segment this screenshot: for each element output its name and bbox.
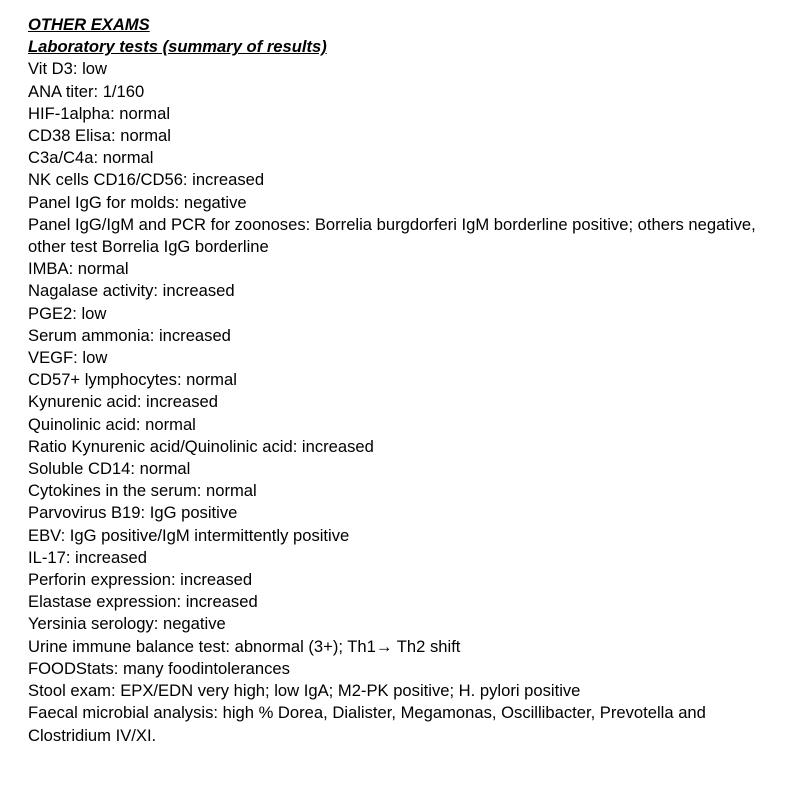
section-title: OTHER EXAMS — [28, 15, 150, 34]
result-line: C3a/C4a: normal — [28, 148, 154, 168]
result-line: VEGF: low — [28, 348, 108, 368]
result-line: EBV: IgG positive/IgM intermittently positive — [28, 525, 350, 545]
result-line: Serum ammonia: increased — [28, 325, 231, 345]
result-line: Soluble CD14: normal — [28, 459, 191, 479]
result-line: Cytokines in the serum: normal — [28, 481, 257, 501]
result-line: Parvovirus B19: IgG positive — [28, 503, 238, 523]
document — [28, 14, 793, 747]
result-line: Perforin expression: increased — [28, 570, 253, 590]
result-line: FOODStats: many foodintolerances — [28, 658, 290, 678]
result-line: Quinolinic acid: normal — [28, 414, 196, 434]
result-line: IMBA: normal — [28, 259, 129, 279]
result-line: CD57+ lymphocytes: normal — [28, 370, 237, 390]
result-line: ANA titer: 1/160 — [28, 81, 145, 101]
result-line: Stool exam: EPX/EDN very high; low IgA; M2-PK positive; H. pylori positive — [28, 681, 581, 701]
result-line: Faecal microbial analysis: high % Dorea, Dialister, Megamonas, Oscillibacter, Prevotella and Clostridium IV/XI. — [28, 703, 706, 745]
result-line: CD38 Elisa: normal — [28, 126, 171, 146]
result-line: Urine immune balance test: abnormal (3+); Th1→ Th2 shift — [28, 636, 461, 656]
result-line: Elastase expression: increased — [28, 592, 258, 612]
subsection-title: Laboratory tests (summary of results) — [28, 37, 327, 57]
result-line: Yersinia serology: negative — [28, 614, 226, 634]
result-line: IL-17: increased — [28, 547, 147, 567]
result-line: Vit D3: low — [28, 59, 108, 79]
result-line: HIF-1alpha: normal — [28, 103, 171, 123]
result-line: PGE2: low — [28, 303, 107, 323]
result-line: Panel IgG for molds: negative — [28, 192, 247, 212]
result-line: Nagalase activity: increased — [28, 281, 235, 301]
result-line: Panel IgG/IgM and PCR for zoonoses: Borrelia burgdorferi IgM borderline positive; others negative, other test Borrelia IgG borderline — [28, 214, 756, 257]
results-list — [28, 58, 793, 746]
result-line: Kynurenic acid: increased — [28, 392, 219, 412]
result-line: Ratio Kynurenic acid/Quinolinic acid: increased — [28, 436, 374, 456]
result-line: NK cells CD16/CD56: increased — [28, 170, 265, 190]
